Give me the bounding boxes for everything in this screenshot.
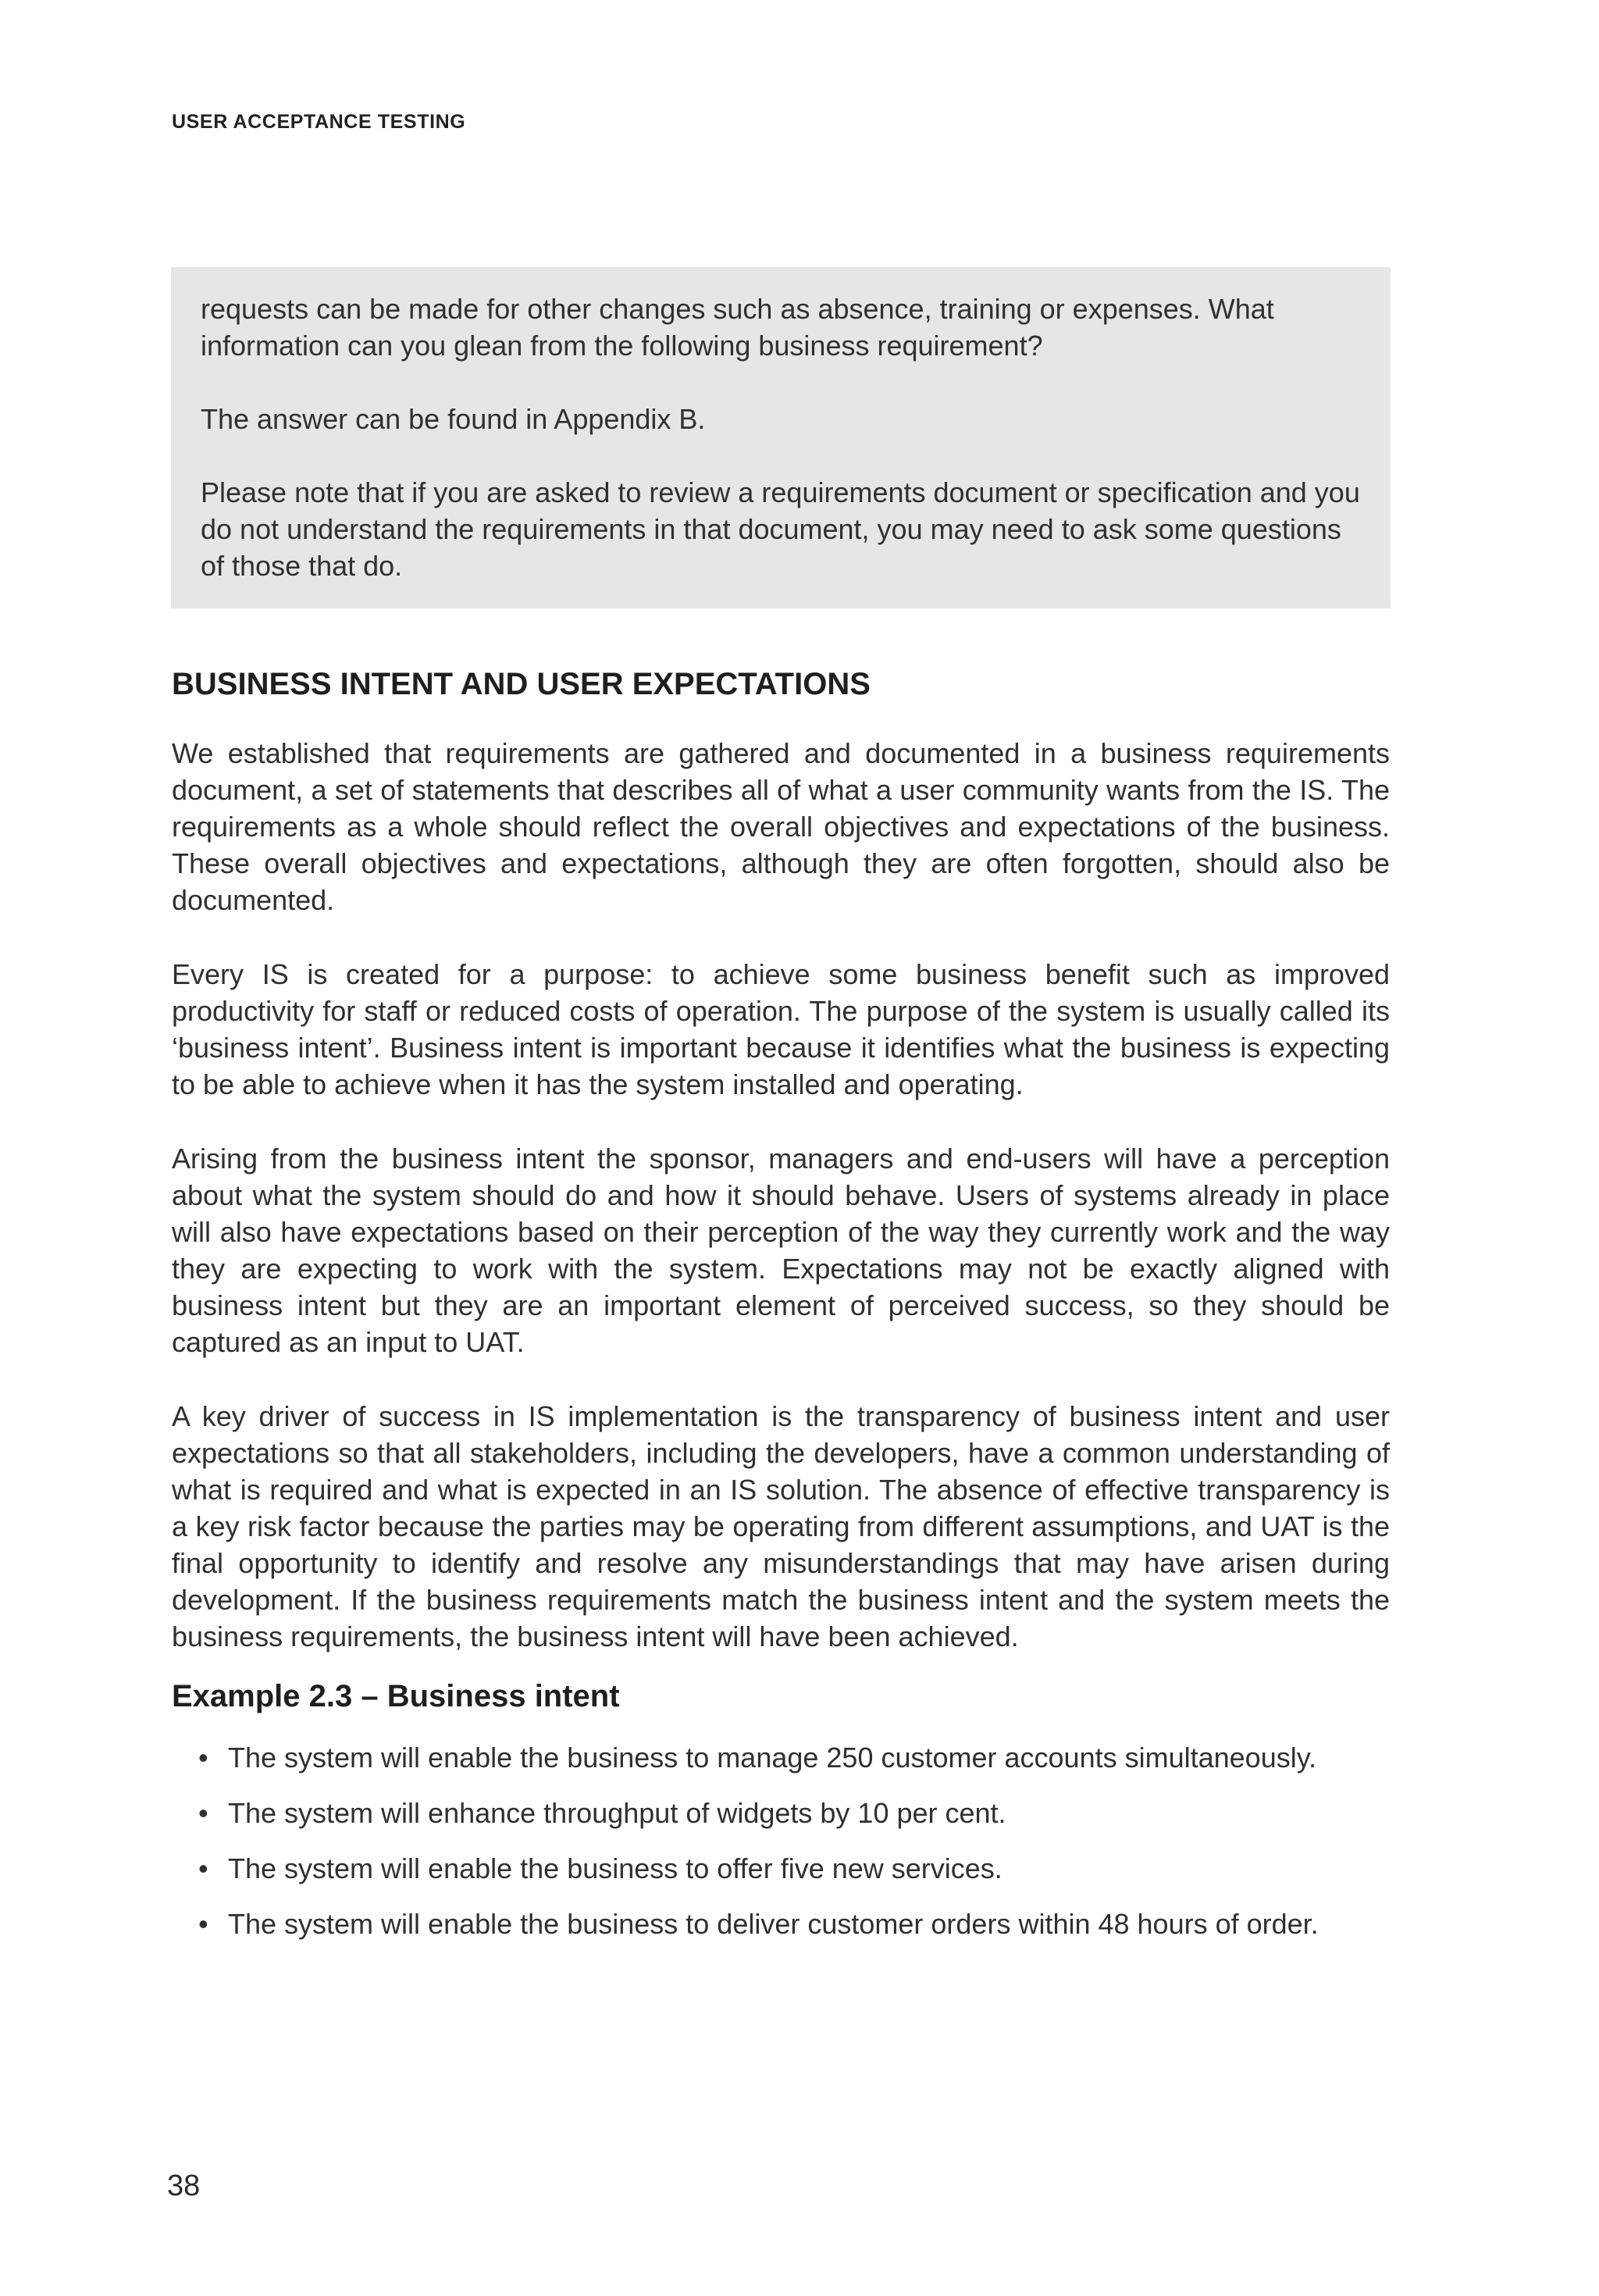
body-paragraph: We established that requirements are gathered and documented in a business requirements document, a set of statements that describes all of what a user community wants from the IS. The requirements as a whole should reflect the overall objectives and expectations of the business. These overall objectives and expectations, although they are often forgotten, should also be documented. [172,737,1390,916]
page-number: 38 [167,2169,201,2202]
list-item [198,1795,1334,1831]
main-content [172,664,1390,1961]
bullet-icon: • [198,1742,208,1774]
box-paragraph: Please note that if you are asked to review a requirements document or specification and you do not understand the requirements in that document, you may need to ask some questions of those that do. [201,476,1360,582]
body-paragraph: Every IS is created for a purpose: to achieve some business benefit such as improved productivity for staff or reduced costs of operation. The purpose of the system is usually called its ‘business intent’. Business intent is important because it identifies what the business is expecting to be able to achieve when it has the system installed and operating. [172,958,1390,1100]
section-heading: BUSINESS INTENT AND USER EXPECTATIONS [172,667,871,701]
box-paragraph: requests can be made for other changes such as absence, training or expenses. What information can you glean from the following business requirement? [201,293,1274,362]
exercise-box [171,267,1391,608]
list-item-text: The system will enable the business to offer five new services. [228,1852,1002,1884]
list-item-text: The system will enhance throughput of widgets by 10 per cent. [228,1797,1006,1829]
body-paragraph: A key driver of success in IS implementation is the transparency of business intent and user expectations so that all stakeholders, including the developers, have a common understanding of what is required and what is expected in an IS solution. The absence of effective transparency is a key risk factor because the parties may be operating from different assumptions, and UAT is the final opportunity to identify and resolve any misunderstandings that may have arisen during development. If the business requirements match the business intent and the system meets the business requirements, the business intent will have been achieved. [172,1400,1390,1652]
running-head: USER ACCEPTANCE TESTING [172,111,466,133]
body-paragraph: Arising from the business intent the sponsor, managers and end-users will have a perception about what the system should do and how it should behave. Users of systems already in place will also have expectations based on their perception of the way they currently work and the way they are expecting to work with the system. Expectations may not be exactly aligned with business intent but they are an important element of perceived success, so they should be captured as an input to UAT. [172,1143,1390,1358]
list-item-text: The system will enable the business to deliver customer orders within 48 hours of order. [228,1908,1319,1940]
business-intent-list [172,1739,1334,1942]
bullet-icon: • [198,1852,208,1884]
list-item [198,1850,1334,1887]
list-item [198,1906,1334,1942]
list-item [198,1739,1334,1776]
box-paragraph: The answer can be found in Appendix B. [201,403,706,435]
example-heading: Example 2.3 – Business intent [172,1679,620,1713]
bullet-icon: • [198,1908,208,1940]
bullet-icon: • [198,1797,208,1829]
list-item-text: The system will enable the business to manage 250 customer accounts simultaneously. [228,1742,1317,1774]
